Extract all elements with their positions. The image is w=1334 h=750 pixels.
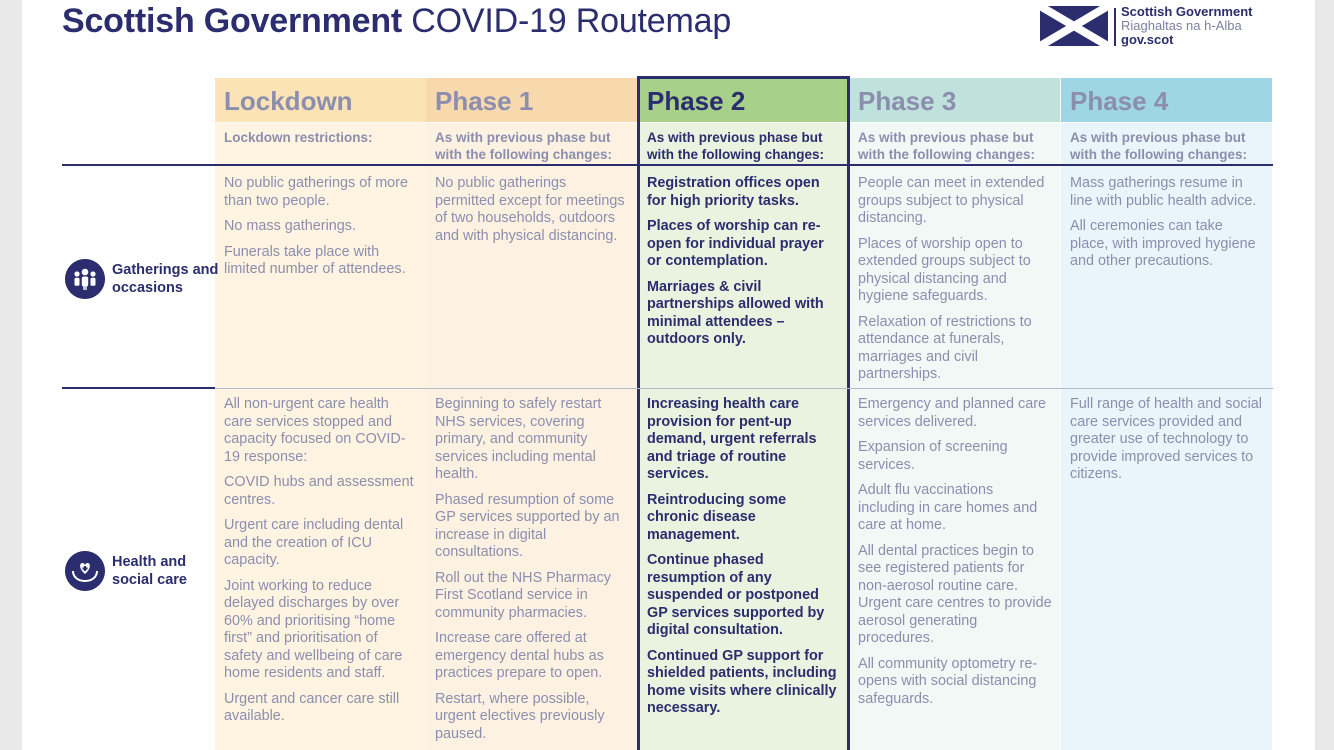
list-item: No public gatherings permitted except for meetings of two households, outdoors and with physical distancing. — [435, 175, 625, 244]
list-item: Places of worship open to extended groups subject to physical distancing and hygiene safeguards. — [858, 235, 1031, 304]
list-item: Increasing health care provision for pent-up demand, urgent referrals and triage of routine services. — [647, 396, 817, 482]
list-item: Continued GP support for shielded patients, including home visits where clinically necessary. — [647, 647, 837, 716]
list-item: People can meet in extended groups subject to physical distancing. — [858, 175, 1045, 226]
list-item: Full range of health and social care services provided and greater use of technology to provide improved services to citizens. — [1070, 396, 1262, 482]
health-cell — [1061, 396, 1272, 492]
row-divider — [62, 388, 1273, 389]
list-item: Places of worship can re-open for individual prayer or contemplation. — [647, 218, 824, 269]
list-item: Expansion of screening services. — [858, 439, 1008, 473]
phase-heading: Lockdown — [215, 78, 426, 122]
list-item: Restart, where possible, urgent electives previously paused. — [435, 690, 605, 742]
gatherings-cell — [849, 175, 1060, 392]
phase-subtitle: Lockdown restrictions: — [215, 122, 426, 166]
phase-body — [215, 166, 426, 750]
list-item: Emergency and planned care services delivered. — [858, 396, 1046, 430]
phase-body — [426, 166, 637, 750]
row-divider-label — [62, 387, 215, 389]
phase-column-phase-1 — [426, 78, 637, 750]
list-item: Reintroducing some chronic disease management. — [647, 491, 787, 543]
phase-body — [1061, 166, 1272, 750]
list-item: All dental practices begin to see registered patients for non-aerosol routine care. Urgent care centres to provide aerosol generating procedures. — [858, 542, 1052, 646]
phase-column-phase-2 — [638, 78, 849, 750]
people-group-icon — [65, 259, 105, 299]
caring-hands-heart-icon — [65, 551, 105, 591]
list-item: Joint working to reduce delayed discharges by over 60% and prioritising “home first” and prioritisation of safety and wellbeing of care home residents and staff. — [224, 577, 403, 681]
logo-text — [1121, 5, 1252, 47]
gatherings-cell — [215, 175, 426, 287]
phase-heading: Phase 1 — [426, 78, 637, 122]
routemap-page — [22, 0, 1315, 750]
phase-column-lockdown — [215, 78, 426, 750]
list-item: Phased resumption of some GP services supported by an increase in digital consultations. — [435, 491, 620, 560]
phase-heading: Phase 4 — [1061, 78, 1272, 122]
phase-body — [638, 166, 849, 750]
gatherings-cell — [1061, 175, 1272, 279]
list-item: No public gatherings of more than two people. — [224, 175, 408, 209]
list-item: Funerals take place with limited number of attendees. — [224, 243, 406, 277]
logo-divider — [1114, 8, 1116, 46]
list-item: Mass gatherings resume in line with public health advice. — [1070, 175, 1257, 209]
health-cell — [426, 396, 637, 750]
logo-line-2: Riaghaltas na h-Alba — [1121, 18, 1242, 33]
phase-subtitle: As with previous phase but with the following changes: — [849, 122, 1060, 166]
list-item: All ceremonies can take place, with improved hygiene and other precautions. — [1070, 218, 1256, 269]
row-label-text: Gatherings and occasions — [112, 262, 219, 296]
health-cell — [638, 396, 849, 726]
list-item: COVID hubs and assessment centres. — [224, 474, 414, 508]
list-item: All non-urgent care health care services stopped and capacity focused on COVID-19 response: — [224, 396, 406, 465]
list-item: Urgent and cancer care still available. — [224, 690, 400, 724]
header-divider — [62, 164, 1273, 166]
list-item: All community optometry re-opens with social distancing safeguards. — [858, 655, 1038, 707]
phase-heading: Phase 3 — [849, 78, 1060, 122]
list-item: Relaxation of restrictions to attendance at funerals, marriages and civil partnerships. — [858, 313, 1032, 382]
saltire-flag-icon — [1040, 6, 1108, 46]
scottish-government-logo — [1040, 6, 1280, 46]
page-title — [62, 2, 731, 41]
list-item: Adult flu vaccinations including in care homes and care at home. — [858, 482, 1038, 533]
title-light: COVID-19 Routemap — [411, 2, 732, 40]
phase-column-phase-3 — [849, 78, 1060, 750]
list-item: Continue phased resumption of any suspended or postponed GP services supported by digital consultation. — [647, 552, 825, 638]
phase-subtitle: As with previous phase but with the following changes: — [1061, 122, 1272, 166]
health-cell — [849, 396, 1060, 716]
list-item: Roll out the NHS Pharmacy First Scotland service in community pharmacies. — [435, 569, 611, 621]
phase-body — [849, 166, 1060, 750]
list-item: No mass gatherings. — [224, 218, 356, 234]
gatherings-cell — [426, 175, 637, 253]
title-bold: Scottish Government — [62, 2, 403, 40]
phase-subtitle: As with previous phase but with the following changes: — [426, 122, 637, 166]
list-item: Registration offices open for high priority tasks. — [647, 175, 820, 209]
list-item: Urgent care including dental and the creation of ICU capacity. — [224, 517, 404, 568]
phase-subtitle: As with previous phase but with the following changes: — [638, 122, 849, 166]
list-item: Marriages & civil partnerships allowed with minimal attendees – outdoors only. — [647, 278, 824, 347]
phase-heading: Phase 2 — [638, 78, 849, 122]
list-item: Beginning to safely restart NHS services, covering primary, and community services including mental health. — [435, 396, 602, 482]
gatherings-cell — [638, 175, 849, 357]
health-cell — [215, 396, 426, 734]
row-label-text: Health and social care — [112, 554, 187, 588]
phase-column-phase-4 — [1061, 78, 1272, 750]
logo-line-3: gov.scot — [1121, 32, 1174, 47]
logo-line-1: Scottish Government — [1121, 4, 1253, 19]
list-item: Increase care offered at emergency dental hubs as practices prepare to open. — [435, 630, 604, 681]
